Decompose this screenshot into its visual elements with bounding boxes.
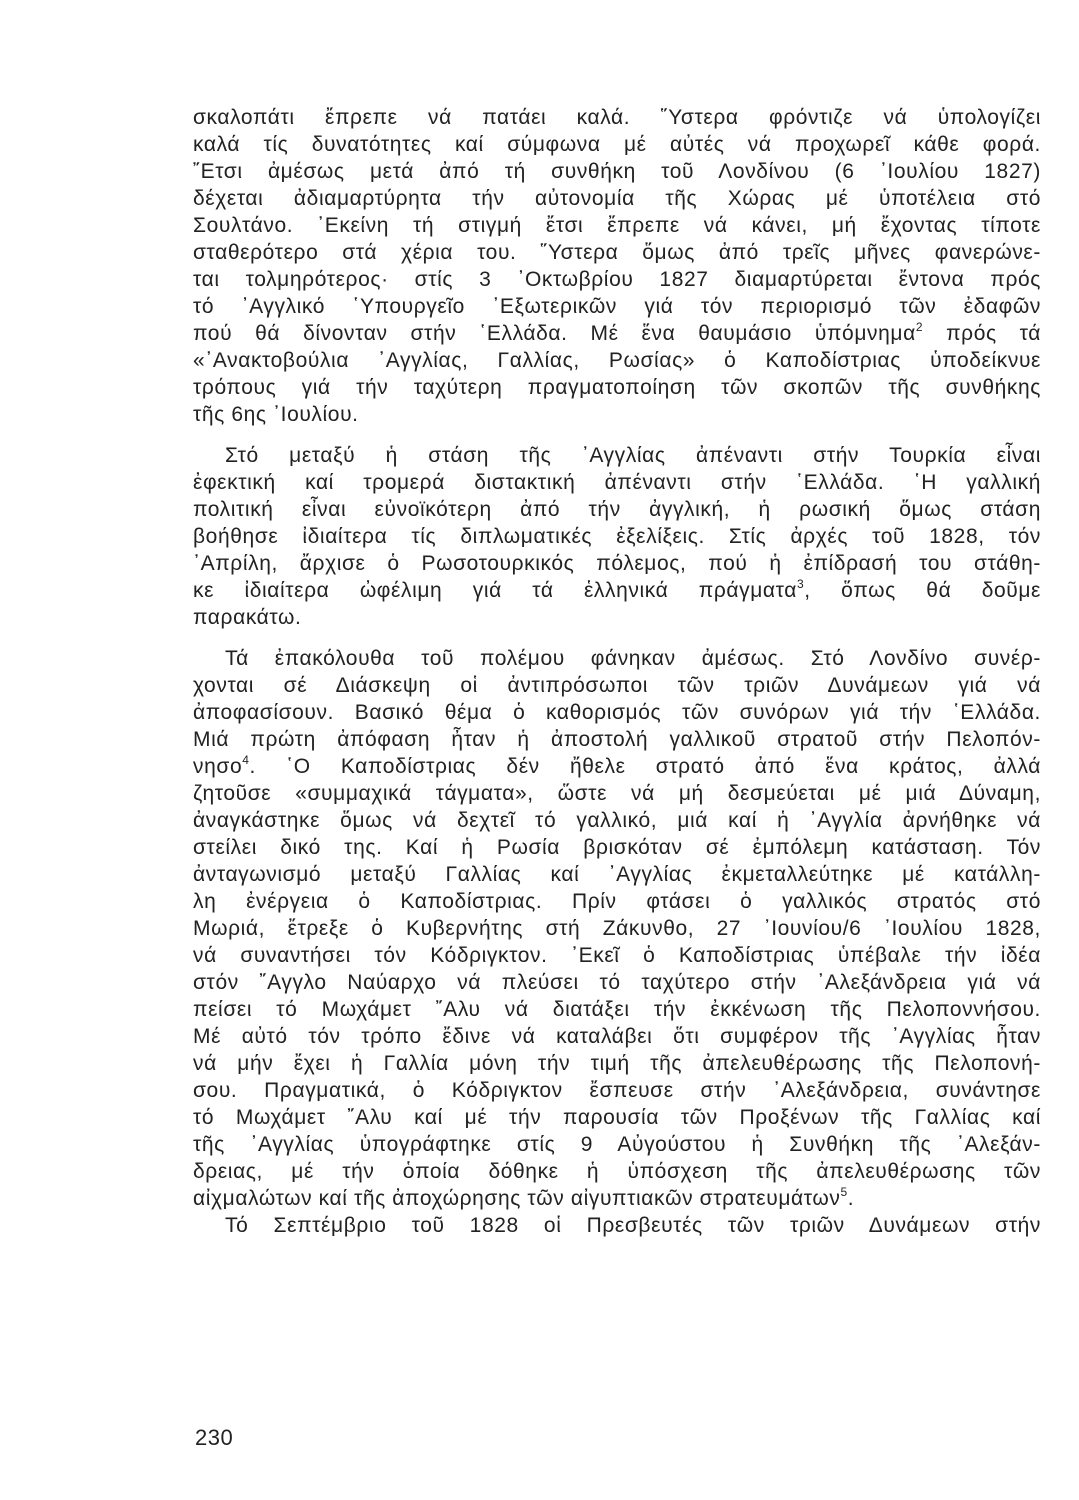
- text-line: τῆς 6ης ᾿Ιουλίου.: [193, 403, 359, 426]
- footnote-marker[interactable]: 5: [840, 1185, 848, 1199]
- text-line: σου. Πραγματικά, ὁ Κόδριγκτον ἔσπευσε στήν ᾿Αλεξάνδρεια, συνάντησε: [193, 1079, 1041, 1102]
- text-line: τρόπους γιά τήν ταχύτερη πραγματοποίηση τῶν σκοπῶν τῆς συνθήκης: [193, 376, 1041, 399]
- paragraph: [193, 1212, 1041, 1239]
- text-line: τῆς ᾿Αγγλίας ὑπογράφτηκε στίς 9 Αὐγούστου ἡ Συνθήκη τῆς ᾿Αλεξάν-: [193, 1133, 1041, 1156]
- text-line: ἀνταγωνισμό μεταξύ Γαλλίας καί ᾿Αγγλίας ἐκμεταλλεύτηκε μέ κατάλλη-: [193, 863, 1041, 886]
- text-line: χονται σέ Διάσκεψη οἱ ἀντιπρόσωποι τῶν τριῶν Δυνάμεων γιά νά: [193, 674, 1041, 697]
- text-line: Μωριά, ἔτρεξε ὁ Κυβερνήτης στή Ζάκυνθο, 27 ᾿Ιουνίου/6 ᾿Ιουλίου 1828,: [193, 917, 1041, 940]
- text-segment: πού θά δίνονταν στήν ῾Ελλάδα. Μέ ἕνα θαυμάσιο ὑπόμνημα: [193, 322, 916, 345]
- text-line: λη ἐνέργεια ὁ Καποδίστριας. Πρίν φτάσει ὁ γαλλικός στρατός στό: [193, 890, 1041, 913]
- text-line: ται τολμηρότερος· στίς 3 ᾿Οκτωβρίου 1827 διαμαρτύρεται ἔντονα πρός: [193, 268, 1041, 291]
- text-line: στείλει δικό της. Καί ἡ Ρωσία βρισκόταν σέ ἐμπόλεμη κατάσταση. Τόν: [193, 836, 1041, 859]
- text-segment: , ὅπως θά δοῦμε: [804, 579, 1042, 602]
- text-line: ῎Ετσι ἀμέσως μετά ἀπό τή συνθήκη τοῦ Λονδίνου (6 ᾿Ιουλίου 1827): [193, 160, 1041, 183]
- text-line: τό ᾿Αγγλικό ῾Υπουργεῖο ᾿Εξωτερικῶν γιά τόν περιορισμό τῶν ἐδαφῶν: [193, 295, 1041, 318]
- text-line: Τό Σεπτέμβριο τοῦ 1828 οἱ Πρεσβευτές τῶν τριῶν Δυνάμεων στήν: [225, 1214, 1041, 1237]
- text-line: ᾿Απρίλη, ἄρχισε ὁ Ρωσοτουρκικός πόλεμος, πού ἡ ἐπίδρασή του στάθη-: [193, 552, 1041, 575]
- text-line: [193, 577, 1041, 604]
- text-line: [193, 753, 1041, 780]
- text-line: πείσει τό Μωχάμετ ῎Αλυ νά διατάξει τήν ἐκκένωση τῆς Πελοποννήσου.: [193, 998, 1041, 1021]
- footnote-marker[interactable]: 3: [797, 577, 805, 591]
- text-line: «᾿Ανακτοβούλια ᾿Αγγλίας, Γαλλίας, Ρωσίας» ὁ Καποδίστριας ὑποδείκνυε: [193, 349, 1041, 372]
- text-line: [193, 1185, 1041, 1212]
- text-segment: πρός τά: [923, 322, 1041, 345]
- text-line: δρειας, μέ τήν ὁποία δόθηκε ἡ ὑπόσχεση τῆς ἀπελευθέρωσης τῶν: [193, 1160, 1041, 1183]
- paragraph: [193, 645, 1041, 1212]
- text-segment: . ῾Ο Καποδίστριας δέν ἤθελε στρατό ἀπό ἕνα κράτος, ἀλλά: [249, 755, 1041, 778]
- text-line: Μιά πρώτη ἀπόφαση ἦταν ἡ ἀποστολή γαλλικοῦ στρατοῦ στήν Πελοπόν-: [193, 728, 1041, 751]
- text-line: Τά ἐπακόλουθα τοῦ πολέμου φάνηκαν ἀμέσως. Στό Λονδίνο συνέρ-: [225, 647, 1041, 670]
- paragraph: [193, 104, 1041, 428]
- text-line: [193, 320, 1041, 347]
- text-line: Στό μεταξύ ἡ στάση τῆς ᾿Αγγλίας ἀπέναντι στήν Τουρκία εἶναι: [225, 444, 1041, 467]
- text-line: βοήθησε ἰδιαίτερα τίς διπλωματικές ἐξελίξεις. Στίς ἀρχές τοῦ 1828, τόν: [193, 525, 1041, 548]
- text-line: νά συναντήσει τόν Κόδριγκτον. ᾿Εκεῖ ὁ Καποδίστριας ὑπέβαλε τήν ἰδέα: [193, 944, 1041, 967]
- text-line: Σουλτάνο. ᾿Εκείνη τή στιγμή ἔτσι ἔπρεπε νά κάνει, μή ἔχοντας τίποτε: [193, 214, 1041, 237]
- paragraph: [193, 442, 1041, 631]
- text-segment: .: [847, 1187, 855, 1210]
- text-line: πολιτική εἶναι εὐνοϊκότερη ἀπό τήν ἀγγλική, ἡ ρωσική ὅμως στάση: [193, 498, 1041, 521]
- text-line: σταθερότερο στά χέρια του. ῞Υστερα ὅμως ἀπό τρεῖς μῆνες φανερώνε-: [193, 241, 1041, 264]
- text-line: παρακάτω.: [193, 606, 302, 629]
- footnote-marker[interactable]: 4: [242, 753, 250, 767]
- text-line: ἀποφασίσουν. Βασικό θέμα ὁ καθορισμός τῶν συνόρων γιά τήν ῾Ελλάδα.: [193, 701, 1041, 724]
- text-line: τό Μωχάμετ ῎Αλυ καί μέ τήν παρουσία τῶν Προξένων τῆς Γαλλίας καί: [193, 1106, 1041, 1129]
- page-body: [193, 104, 1041, 1239]
- text-line: καλά τίς δυνατότητες καί σύμφωνα μέ αὐτές νά προχωρεῖ κάθε φορά.: [193, 133, 1041, 156]
- text-line: στόν ῎Αγγλο Ναύαρχο νά πλεύσει τό ταχύτερο στήν ᾿Αλεξάνδρεια γιά νά: [193, 971, 1041, 994]
- text-line: σκαλοπάτι ἔπρεπε νά πατάει καλά. ῞Υστερα φρόντιζε νά ὑπολογίζει: [193, 106, 1041, 129]
- text-segment: αἰχμαλώτων καί τῆς ἀποχώρησης τῶν αἰγυπτιακῶν στρατευμάτων: [193, 1187, 841, 1210]
- text-segment: νησο: [193, 755, 243, 778]
- text-line: νά μήν ἔχει ἡ Γαλλία μόνη τήν τιμή τῆς ἀπελευθέρωσης τῆς Πελοπονή-: [193, 1052, 1041, 1075]
- text-line: Μέ αὐτό τόν τρόπο ἔδινε νά καταλάβει ὅτι συμφέρον τῆς ᾿Αγγλίας ἦταν: [193, 1025, 1041, 1048]
- page-number: 230: [195, 1425, 234, 1450]
- text-line: ἐφεκτική καί τρομερά διστακτική ἀπέναντι στήν ῾Ελλάδα. ῾Η γαλλική: [193, 471, 1041, 494]
- text-line: ζητοῦσε «συμμαχικά τάγματα», ὥστε νά μή δεσμεύεται μέ μιά Δύναμη,: [193, 782, 1041, 805]
- text-line: δέχεται ἀδιαμαρτύρητα τήν αὐτονομία τῆς Χώρας μέ ὑποτέλεια στό: [193, 187, 1041, 210]
- text-line: ἀναγκάστηκε ὅμως νά δεχτεῖ τό γαλλικό, μιά καί ἡ ᾿Αγγλία ἀρνήθηκε νά: [193, 809, 1041, 832]
- text-segment: κε ἰδιαίτερα ὠφέλιμη γιά τά ἑλληνικά πράγματα: [193, 579, 797, 602]
- footnote-marker[interactable]: 2: [915, 320, 924, 334]
